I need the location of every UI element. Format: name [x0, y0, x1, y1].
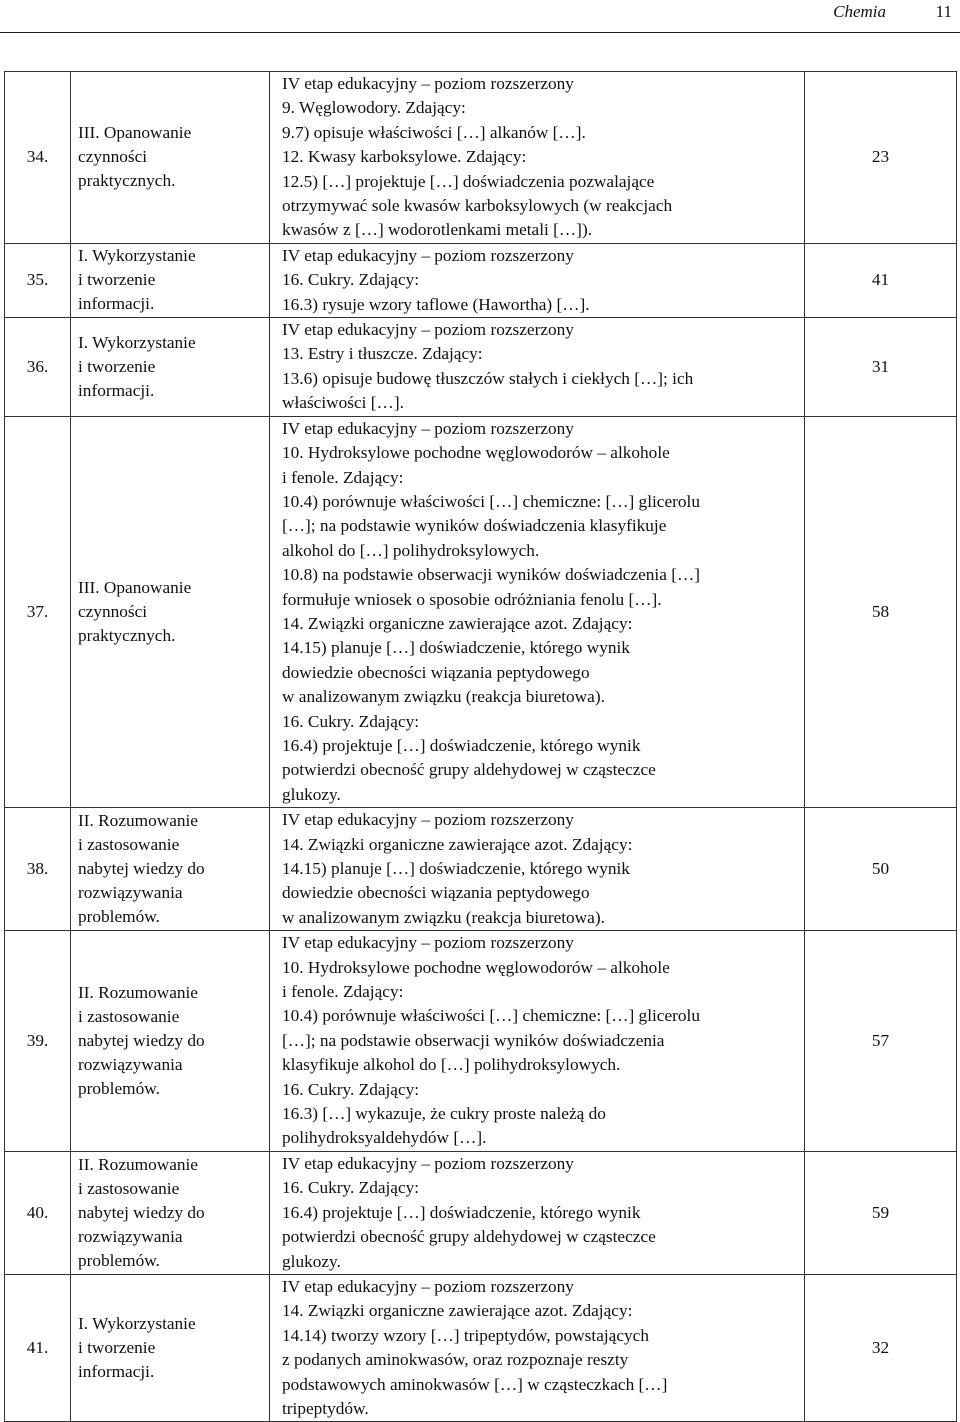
- requirement-line: 9.7) opisuje właściwości […] alkanów […].: [282, 122, 586, 142]
- task-number: 39.: [5, 931, 71, 1152]
- general-requirement-line: i zastosowanie: [78, 1007, 180, 1027]
- requirement-line: 16. Cukry. Zdający:: [282, 270, 420, 290]
- requirement-line: klasyfikuje alkohol do […] polihydroksylowych.: [282, 1055, 621, 1075]
- detailed-requirements: [270, 72, 805, 244]
- table-row: [5, 931, 957, 1152]
- general-requirement-line: rozwiązywania: [78, 1226, 183, 1246]
- requirement-line: 10.8) na podstawie obserwacji wyników doświadczenia […]: [282, 565, 700, 585]
- task-number: 41.: [5, 1274, 71, 1421]
- points-value: 23: [805, 72, 957, 244]
- requirement-line: IV etap edukacyjny – poziom rozszerzony: [282, 933, 574, 953]
- requirement-line: 10.4) porównuje właściwości […] chemiczne: […] glicerolu: [282, 1006, 700, 1026]
- requirement-line: 16.4) projektuje […] doświadczenie, którego wynik: [282, 735, 641, 755]
- requirement-line: polihydroksyaldehydów […].: [282, 1128, 487, 1148]
- general-requirement-line: czynności: [78, 147, 148, 167]
- general-requirement-line: informacji.: [78, 294, 155, 314]
- requirement-line: dowiedzie obecności wiązania peptydowego: [282, 662, 590, 682]
- table-row: [5, 1151, 957, 1274]
- task-number: 36.: [5, 318, 71, 417]
- general-requirement-line: III. Opanowanie: [78, 577, 192, 597]
- general-requirement-line: praktycznych.: [78, 625, 176, 645]
- general-requirement: [71, 318, 270, 417]
- general-requirement: [71, 931, 270, 1152]
- requirement-line: z podanych aminokwasów, oraz rozpoznaje reszty: [282, 1350, 629, 1370]
- requirement-line: i fenole. Zdający:: [282, 467, 404, 487]
- task-number: 37.: [5, 416, 71, 808]
- detailed-requirements: [270, 931, 805, 1152]
- requirement-line: IV etap edukacyjny – poziom rozszerzony: [282, 74, 574, 93]
- requirement-line: dowiedzie obecności wiązania peptydowego: [282, 883, 590, 903]
- requirement-line: IV etap edukacyjny – poziom rozszerzony: [282, 810, 574, 830]
- general-requirement-line: III. Opanowanie: [78, 123, 192, 143]
- requirement-line: otrzymywać sole kwasów karboksylowych (w reakcjach: [282, 196, 673, 216]
- requirement-line: i fenole. Zdający:: [282, 982, 404, 1002]
- general-requirement-line: i tworzenie: [78, 356, 156, 376]
- requirement-line: 14.15) planuje […] doświadczenie, którego wynik: [282, 859, 630, 878]
- requirement-line: w analizowanym związku (reakcja biuretowa).: [282, 907, 605, 927]
- general-requirement-line: i zastosowanie: [78, 1178, 180, 1198]
- detailed-requirements: [270, 808, 805, 931]
- requirements-table-body: [5, 72, 957, 1422]
- requirement-line: […]; na podstawie wyników doświadczenia klasyfikuje: [282, 516, 667, 536]
- requirement-line: IV etap edukacyjny – poziom rozszerzony: [282, 320, 574, 340]
- requirement-line: IV etap edukacyjny – poziom rozszerzony: [282, 1276, 574, 1296]
- general-requirement: [71, 72, 270, 244]
- general-requirement-line: nabytej wiedzy do: [78, 1031, 205, 1051]
- points-value: 57: [805, 931, 957, 1152]
- general-requirement-line: rozwiązywania: [78, 883, 183, 903]
- detailed-requirements: [270, 1151, 805, 1274]
- general-requirement-line: czynności: [78, 601, 148, 621]
- requirement-line: formułuje wniosek o sposobie odróżniania fenolu […].: [282, 589, 662, 609]
- task-number: 38.: [5, 808, 71, 931]
- requirement-line: podstawowych aminokwasów […] w cząsteczkach […]: [282, 1374, 668, 1394]
- table-row: [5, 1274, 957, 1421]
- requirement-line: IV etap edukacyjny – poziom rozszerzony: [282, 418, 574, 438]
- points-value: 31: [805, 318, 957, 417]
- detailed-requirements: [270, 318, 805, 417]
- requirement-line: 16. Cukry. Zdający:: [282, 1178, 420, 1198]
- requirement-line: 14. Związki organiczne zawierające azot. Zdający:: [282, 613, 633, 633]
- general-requirement-line: problemów.: [78, 907, 160, 927]
- detailed-requirements: [270, 416, 805, 808]
- table-row: [5, 318, 957, 417]
- task-number: 40.: [5, 1151, 71, 1274]
- general-requirement-line: I. Wykorzystanie: [78, 332, 196, 352]
- requirement-line: 9. Węglowodory. Zdający:: [282, 98, 466, 118]
- page-header: [0, 0, 960, 30]
- requirement-line: glukozy.: [282, 1251, 341, 1271]
- requirement-line: 16.4) projektuje […] doświadczenie, którego wynik: [282, 1202, 641, 1222]
- general-requirement-line: II. Rozumowanie: [78, 811, 198, 831]
- task-number: 34.: [5, 72, 71, 244]
- requirement-line: 14. Związki organiczne zawierające azot. Zdający:: [282, 834, 633, 854]
- general-requirement: [71, 243, 270, 317]
- requirement-line: 12.5) […] projektuje […] doświadczenia pozwalające: [282, 171, 655, 191]
- general-requirement: [71, 416, 270, 808]
- general-requirement-line: problemów.: [78, 1079, 160, 1099]
- general-requirement-line: II. Rozumowanie: [78, 983, 198, 1003]
- requirement-line: właściwości […].: [282, 393, 404, 413]
- general-requirement: [71, 1151, 270, 1274]
- requirements-table: [4, 71, 957, 1422]
- requirement-line: 14.15) planuje […] doświadczenie, którego wynik: [282, 638, 630, 658]
- table-row: [5, 72, 957, 244]
- table-row: [5, 808, 957, 931]
- general-requirement-line: II. Rozumowanie: [78, 1154, 198, 1174]
- requirement-line: kwasów z […] wodorotlenkami metali […]).: [282, 220, 593, 240]
- general-requirement-line: rozwiązywania: [78, 1055, 183, 1075]
- general-requirement-line: I. Wykorzystanie: [78, 1314, 196, 1334]
- requirement-line: w analizowanym związku (reakcja biuretowa).: [282, 687, 605, 707]
- requirement-line: 10. Hydroksylowe pochodne węglowodorów – alkohole: [282, 443, 670, 463]
- requirement-line: 12. Kwasy karboksylowe. Zdający:: [282, 147, 527, 167]
- general-requirement-line: praktycznych.: [78, 171, 176, 191]
- detailed-requirements: [270, 243, 805, 317]
- header-subject: Chemia: [833, 2, 886, 21]
- general-requirement-line: informacji.: [78, 1362, 155, 1382]
- requirement-line: potwierdzi obecność grupy aldehydowej w cząsteczce: [282, 760, 656, 780]
- requirement-line: potwierdzi obecność grupy aldehydowej w cząsteczce: [282, 1227, 656, 1247]
- general-requirement-line: i tworzenie: [78, 1338, 156, 1358]
- requirement-line: 16. Cukry. Zdający:: [282, 711, 420, 731]
- requirement-line: 14.14) tworzy wzory […] tripeptydów, powstających: [282, 1325, 649, 1345]
- requirement-line: […]; na podstawie obserwacji wyników doświadczenia: [282, 1030, 665, 1050]
- general-requirement-line: I. Wykorzystanie: [78, 246, 196, 266]
- general-requirement-line: problemów.: [78, 1250, 160, 1270]
- requirement-line: tripeptydów.: [282, 1398, 369, 1418]
- general-requirement-line: i tworzenie: [78, 270, 156, 290]
- points-value: 32: [805, 1274, 957, 1421]
- requirement-line: IV etap edukacyjny – poziom rozszerzony: [282, 1153, 574, 1173]
- requirement-line: alkohol do […] polihydroksylowych.: [282, 540, 540, 560]
- requirement-line: 10. Hydroksylowe pochodne węglowodorów – alkohole: [282, 957, 670, 977]
- table-row: [5, 243, 957, 317]
- header-rule: [0, 32, 960, 33]
- requirement-line: 13. Estry i tłuszcze. Zdający:: [282, 344, 483, 364]
- points-value: 59: [805, 1151, 957, 1274]
- general-requirement: [71, 1274, 270, 1421]
- requirement-line: 16. Cukry. Zdający:: [282, 1079, 420, 1099]
- general-requirement: [71, 808, 270, 931]
- header-page-number: 11: [935, 2, 952, 21]
- requirement-line: 13.6) opisuje budowę tłuszczów stałych i ciekłych […]; ich: [282, 368, 694, 388]
- points-value: 41: [805, 243, 957, 317]
- points-value: 58: [805, 416, 957, 808]
- detailed-requirements: [270, 1274, 805, 1421]
- points-value: 50: [805, 808, 957, 931]
- general-requirement-line: informacji.: [78, 380, 155, 400]
- requirement-line: IV etap edukacyjny – poziom rozszerzony: [282, 245, 574, 265]
- requirement-line: 10.4) porównuje właściwości […] chemiczne: […] glicerolu: [282, 491, 700, 511]
- general-requirement-line: nabytej wiedzy do: [78, 1202, 205, 1222]
- requirement-line: glukozy.: [282, 784, 341, 804]
- requirement-line: 16.3) […] wykazuje, że cukry proste należą do: [282, 1104, 606, 1124]
- requirement-line: 16.3) rysuje wzory taflowe (Hawortha) […].: [282, 294, 590, 314]
- requirement-line: 14. Związki organiczne zawierające azot. Zdający:: [282, 1301, 633, 1321]
- table-row: [5, 416, 957, 808]
- general-requirement-line: i zastosowanie: [78, 835, 180, 855]
- task-number: 35.: [5, 243, 71, 317]
- general-requirement-line: nabytej wiedzy do: [78, 859, 205, 879]
